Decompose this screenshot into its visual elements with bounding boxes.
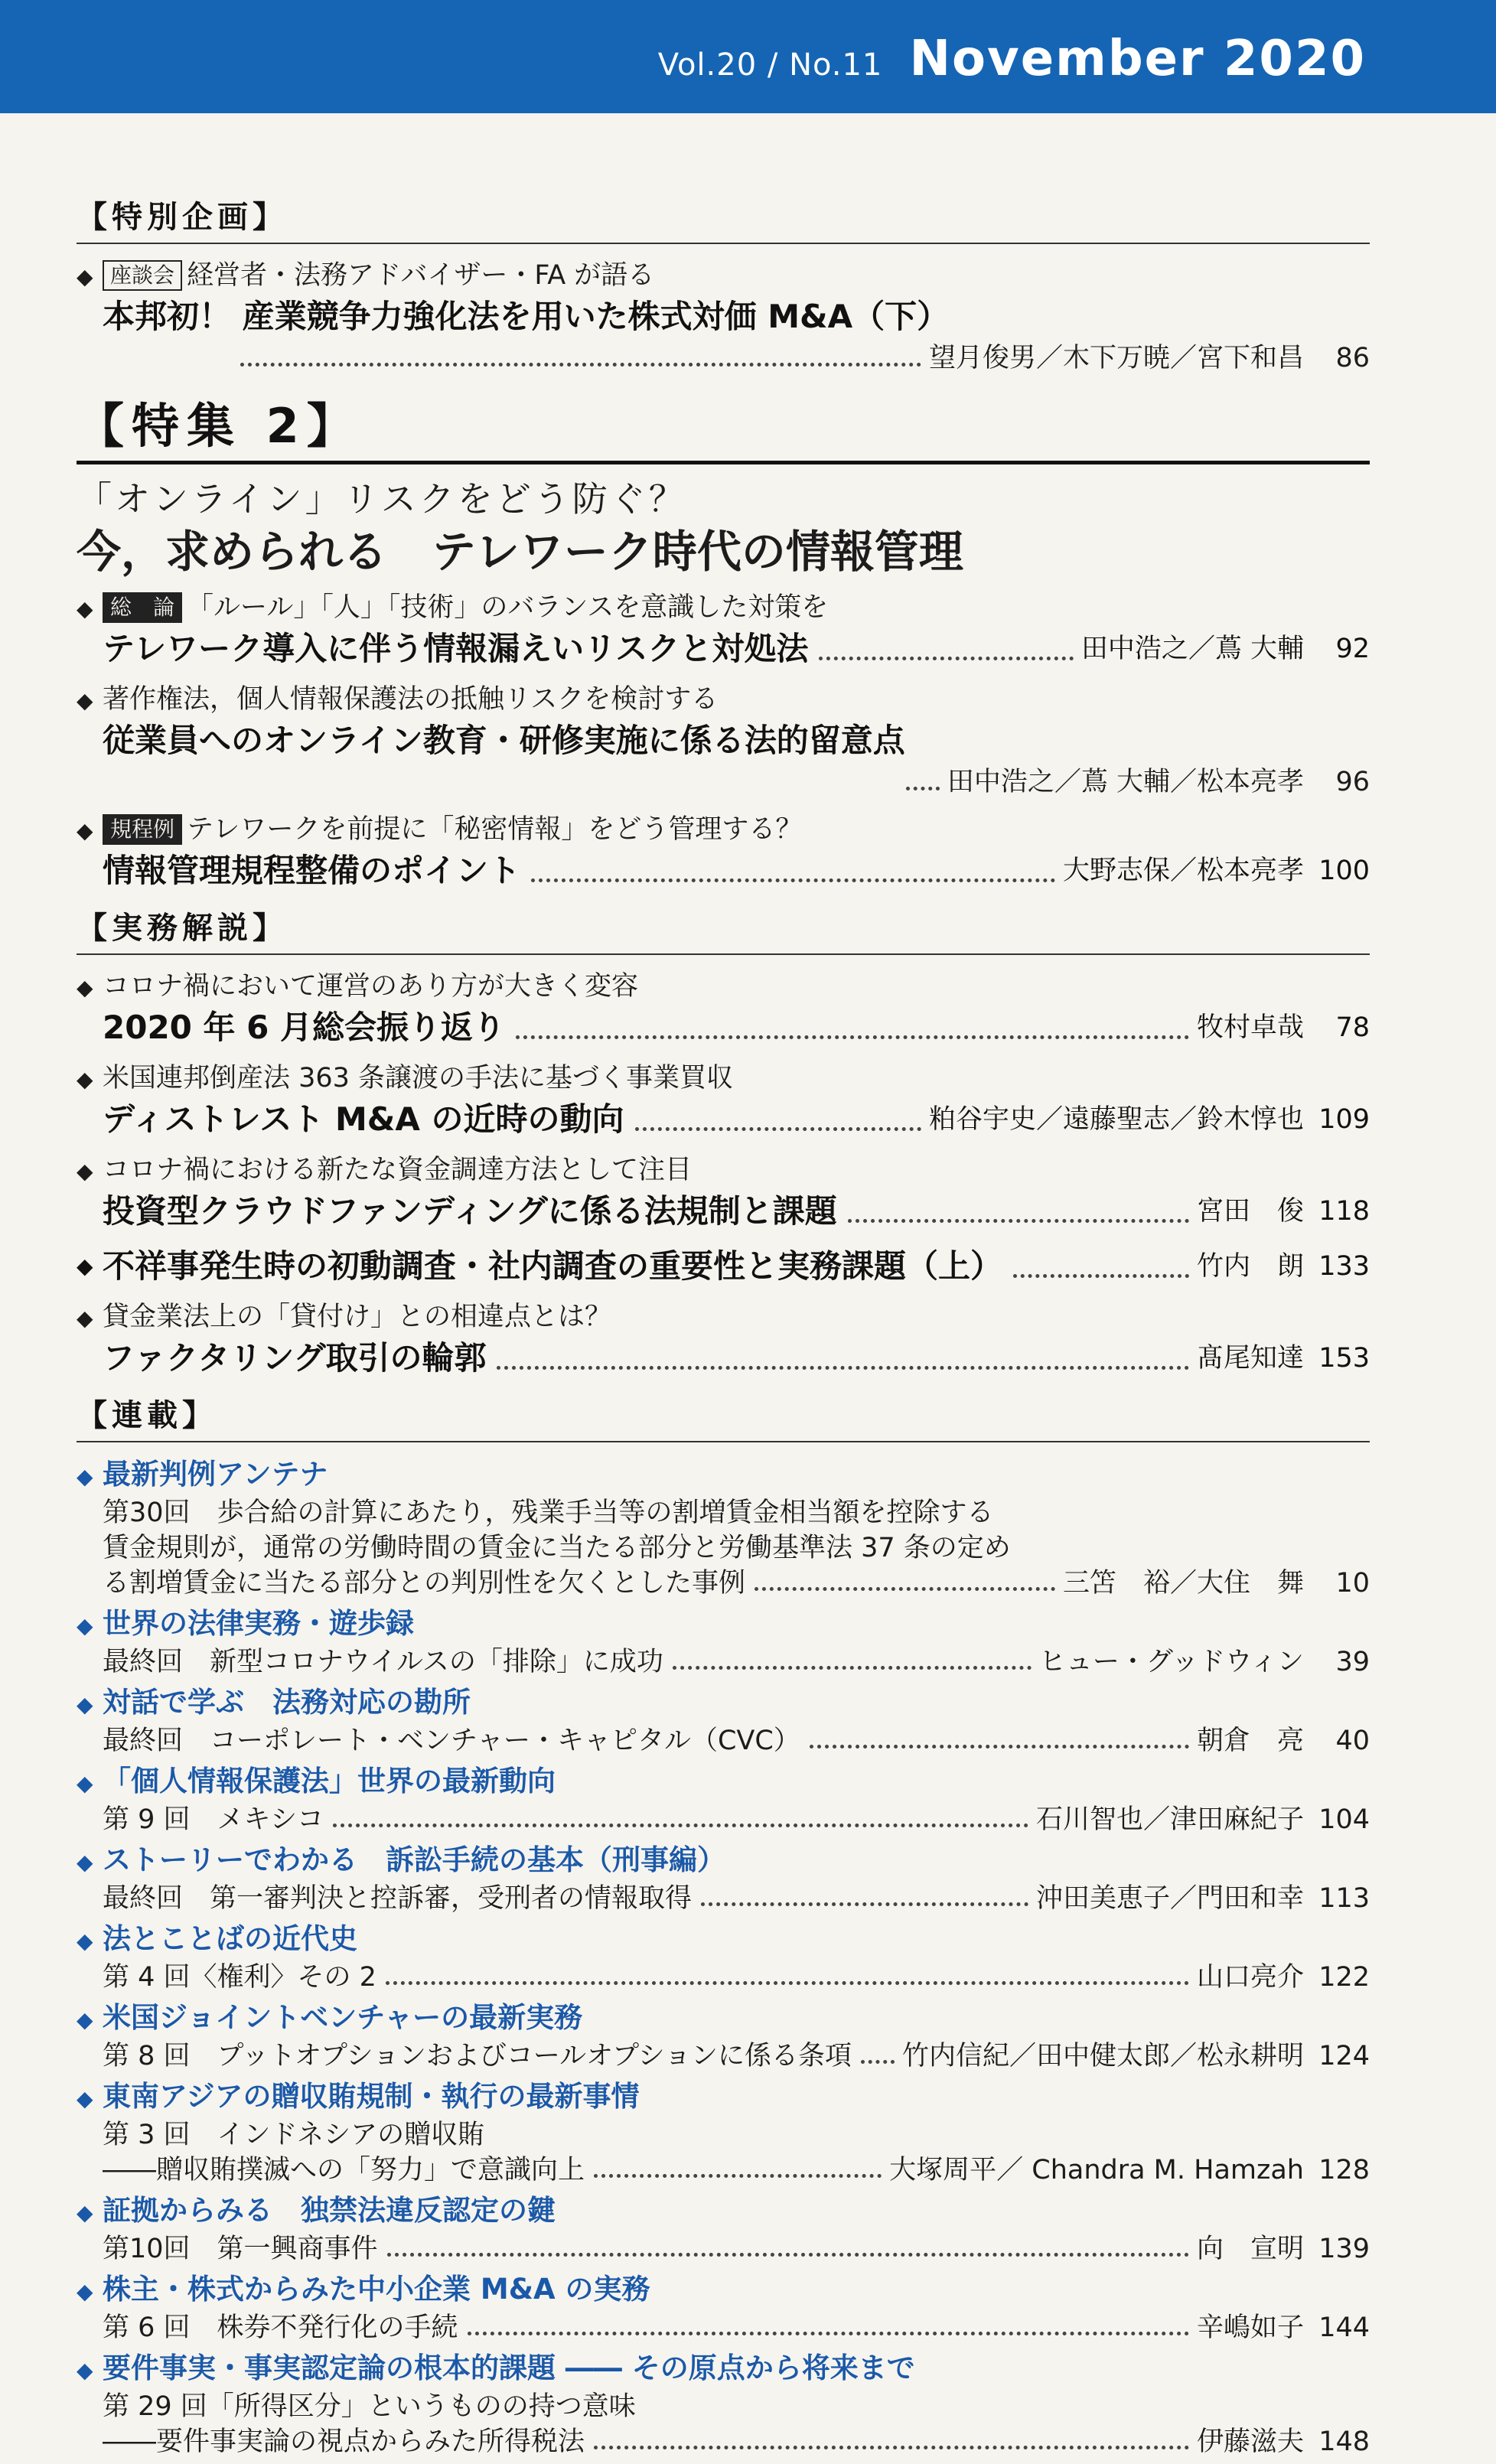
serial-installment: 第 9 回 メキシコ: [103, 1804, 324, 1835]
entry-author: 沖田美恵子／門田和幸: [1035, 1883, 1304, 1914]
leader-dots: [848, 1218, 1189, 1223]
entry-title: 情報管理規程整備のポイント: [103, 852, 521, 889]
serial-installment: ――贈収賄撲滅への「努力」で意識向上: [103, 2155, 585, 2185]
entry-subtitle: 「ルール」「人」「技術」のバランスを意識した対策を: [187, 592, 829, 623]
diamond-bullet-icon: ◆: [77, 596, 93, 621]
toc-entry[interactable]: [77, 1299, 1370, 1380]
entry-title: 投資型クラウドファンディングに係る法規制と課題: [103, 1192, 837, 1230]
entry-subtitle: 著作権法，個人情報保護法の抵触リスクを検討する: [103, 684, 719, 715]
serial-title: 株主・株式からみた中小企業 M&A の実務: [103, 2273, 650, 2306]
serial-title: 米国ジョイントベンチャーの最新実務: [103, 2001, 583, 2034]
serial-title: 要件事実・事実認定論の根本的課題 ―― その原点から将来まで: [103, 2352, 915, 2384]
entry-title: テレワーク導入に伴う情報漏えいリスクと対処法: [103, 630, 809, 667]
toc-entry[interactable]: [77, 258, 1370, 377]
entry-page: 148: [1318, 2427, 1370, 2457]
entry-subtitle: テレワークを前提に「秘密情報」をどう管理する？: [187, 814, 803, 845]
section-heading-serial: 【連載】: [77, 1398, 217, 1433]
serial-installment: 第 8 回 プットオプションおよびコールオプションに係る条項: [103, 2041, 852, 2071]
diamond-bullet-icon: ◆: [77, 1692, 93, 1717]
leader-dots: [635, 1126, 921, 1131]
leader-dots: [810, 1744, 1189, 1749]
diamond-bullet-icon: ◆: [77, 264, 93, 289]
entry-author: 宮田 俊: [1196, 1196, 1304, 1227]
entry-author: 竹内信紀／田中健太郎／松永耕明: [901, 2041, 1304, 2071]
entry-author: 竹内 朗: [1196, 1251, 1304, 1282]
entry-page: 10: [1335, 1568, 1370, 1599]
entry-author: 牧村卓哉: [1196, 1012, 1304, 1043]
entry-tag: 総 論: [103, 592, 182, 623]
leader-dots: [861, 2059, 895, 2064]
diamond-bullet-icon: ◆: [77, 1850, 93, 1875]
entry-author: 田中浩之／蔦 大輔: [1080, 634, 1304, 664]
section-divider: [77, 461, 1370, 464]
serial-entry[interactable]: [77, 1763, 1370, 1837]
serial-title: 法とことばの近代史: [103, 1922, 357, 1955]
entry-page: 78: [1335, 1012, 1370, 1043]
issue-month: November 2020: [909, 31, 1366, 87]
entry-author: 石川智也／津田麻紀子: [1035, 1804, 1304, 1835]
section-divider: [77, 243, 1370, 244]
entry-author: 髙尾知達: [1196, 1343, 1304, 1374]
serial-line: 第 3 回 インドネシアの贈収賄: [103, 2120, 485, 2150]
entry-author: 三笘 裕／大住 舞: [1062, 1568, 1304, 1599]
feature-title: 今，求められる テレワーク時代の情報管理: [77, 526, 963, 578]
leader-dots: [819, 656, 1074, 660]
leader-dots: [531, 878, 1055, 882]
leader-dots: [333, 1823, 1028, 1827]
diamond-bullet-icon: ◆: [77, 1464, 93, 1489]
entry-author: 大塚周平／ Chandra M. Hamzah: [889, 2155, 1304, 2185]
entry-page: 128: [1318, 2155, 1370, 2185]
leader-dots: [594, 2445, 1189, 2449]
diamond-bullet-icon: ◆: [77, 2200, 93, 2225]
table-of-contents: [77, 188, 1370, 2464]
toc-entry[interactable]: [77, 1152, 1370, 1234]
entry-title: ファクタリング取引の輪郭: [103, 1339, 487, 1377]
entry-page: 144: [1318, 2312, 1370, 2343]
entry-page: 113: [1318, 1883, 1370, 1914]
entry-author: 田中浩之／蔦 大輔／松本亮孝: [947, 767, 1304, 797]
serial-title: ストーリーでわかる 訴訟手続の基本（刑事編）: [103, 1843, 725, 1876]
section-divider: [77, 953, 1370, 955]
leader-dots: [673, 1665, 1032, 1670]
entry-title: 従業員へのオンライン教育・研修実施に係る法的留意点: [103, 722, 905, 759]
entry-title: 不祥事発生時の初動調査・社内調査の重要性と実務課題（上）: [103, 1247, 1003, 1285]
serial-entry[interactable]: [77, 2078, 1370, 2188]
diamond-bullet-icon: ◆: [77, 1305, 93, 1331]
serial-entry[interactable]: [77, 2271, 1370, 2345]
entry-page: 86: [1335, 343, 1370, 373]
entry-author: 望月俊男／木下万暁／宮下和昌: [928, 343, 1304, 373]
diamond-bullet-icon: ◆: [77, 1771, 93, 1796]
serial-installment: 最終回 コーポレート・ベンチャー・キャピタル（CVC）: [103, 1726, 800, 1756]
serial-installment: 最終回 新型コロナウイルスの「排除」に成功: [103, 1647, 663, 1677]
serial-title: 最新判例アンテナ: [103, 1458, 328, 1491]
leader-dots: [1013, 1273, 1189, 1278]
entry-author: 向 宣明: [1196, 2234, 1304, 2264]
serial-entry[interactable]: [77, 2000, 1370, 2074]
serial-installment: 第10回 第一興商事件: [103, 2234, 378, 2264]
serial-entry[interactable]: [77, 1605, 1370, 1680]
diamond-bullet-icon: ◆: [77, 2358, 93, 2383]
diamond-bullet-icon: ◆: [77, 688, 93, 713]
entry-page: 92: [1335, 634, 1370, 664]
leader-dots: [468, 2331, 1189, 2335]
entry-page: 124: [1318, 2041, 1370, 2071]
entry-page: 133: [1318, 1251, 1370, 1282]
entry-author: 粕谷宇史／遠藤聖志／鈴木惇也: [928, 1104, 1304, 1135]
diamond-bullet-icon: ◆: [77, 2007, 93, 2032]
diamond-bullet-icon: ◆: [77, 1067, 93, 1092]
diamond-bullet-icon: ◆: [77, 1253, 93, 1279]
serial-installment: 第 6 回 株券不発行化の手続: [103, 2312, 458, 2343]
toc-entry[interactable]: [77, 969, 1370, 1050]
leader-dots: [497, 1365, 1189, 1370]
leader-dots: [387, 2252, 1189, 2257]
toc-entry[interactable]: [77, 1061, 1370, 1142]
entry-title: ディストレスト M&A の近時の動向: [103, 1100, 624, 1138]
diamond-bullet-icon: ◆: [77, 975, 93, 1000]
entry-subtitle: 貸金業法上の「貸付け」との相違点とは？: [103, 1302, 612, 1332]
leader-dots: [594, 2173, 882, 2178]
entry-title: 本邦初！ 産業競争力強化法を用いた株式対価 M&A（下）: [103, 298, 950, 335]
serial-entry[interactable]: [77, 1684, 1370, 1758]
entry-title: 2020 年 6 月総会振り返り: [103, 1009, 505, 1046]
diamond-bullet-icon: ◆: [77, 818, 93, 843]
entry-subtitle: コロナ禍において運営のあり方が大きく変容: [103, 971, 639, 1002]
diamond-bullet-icon: ◆: [77, 1613, 93, 1638]
diamond-bullet-icon: ◆: [77, 1928, 93, 1954]
serial-title: 証拠からみる 独禁法違反認定の鍵: [103, 2194, 556, 2227]
entry-author: 山口亮介: [1196, 1962, 1304, 1993]
toc-entry[interactable]: [77, 812, 1370, 893]
entry-page: 139: [1318, 2234, 1370, 2264]
diamond-bullet-icon: ◆: [77, 2086, 93, 2111]
entry-author: 朝倉 亮: [1196, 1726, 1304, 1756]
serial-title: 世界の法律実務・遊歩録: [103, 1607, 414, 1640]
leader-dots: [906, 786, 940, 790]
volume-number: Vol.20 / No.11: [657, 47, 883, 83]
leader-dots: [701, 1902, 1028, 1906]
section-heading-special: 【特別企画】: [77, 200, 288, 235]
serial-installment: 第 4 回〈権利〉その 2: [103, 1962, 376, 1993]
entry-subtitle: 米国連邦倒産法 363 条譲渡の手法に基づく事業買収: [103, 1063, 734, 1093]
serial-line: 第 29 回「所得区分」というものの持つ意味: [103, 2391, 636, 2422]
serial-entry[interactable]: [77, 2192, 1370, 2267]
entry-subtitle: コロナ禍における新たな資金調達方法として注目: [103, 1155, 693, 1185]
toc-entry[interactable]: [77, 682, 1370, 801]
section-heading-feature: 【特集 2】: [77, 398, 362, 454]
issue-info: [658, 31, 1366, 87]
serial-installment: 最終回 第一審判決と控訴審，受刑者の情報取得: [103, 1883, 693, 1914]
serial-entry[interactable]: [77, 1456, 1370, 1601]
serial-title: 対話で学ぶ 法務対応の勘所: [103, 1686, 471, 1719]
serial-line: 賃金規則が，通常の労働時間の賃金に当たる部分と労働基準法 37 条の定め: [103, 1533, 1011, 1563]
toc-entry[interactable]: [77, 590, 1370, 671]
leader-dots: [240, 362, 921, 367]
entry-page: 153: [1318, 1343, 1370, 1374]
serial-title: 東南アジアの贈収賄規制・執行の最新事情: [103, 2080, 640, 2113]
feature-pretitle: 「オンライン」リスクをどう防ぐ？: [77, 478, 687, 520]
diamond-bullet-icon: ◆: [77, 1159, 93, 1184]
serial-entry[interactable]: [77, 1921, 1370, 1995]
serial-entry[interactable]: [77, 2350, 1370, 2459]
entry-page: 39: [1335, 1647, 1370, 1677]
entry-page: 122: [1318, 1962, 1370, 1993]
section-divider: [77, 1441, 1370, 1442]
entry-page: 118: [1318, 1196, 1370, 1227]
serial-installment: る割増賃金に当たる部分との判別性を欠くとした事例: [103, 1568, 746, 1599]
serial-entry[interactable]: [77, 1842, 1370, 1916]
diamond-bullet-icon: ◆: [77, 2279, 93, 2304]
toc-entry[interactable]: [77, 1244, 1370, 1289]
leader-dots: [516, 1035, 1189, 1039]
entry-subtitle: 経営者・法務アドバイザー・FA が語る: [187, 260, 655, 291]
serial-title: 「個人情報保護法」世界の最新動向: [103, 1765, 556, 1797]
entry-author: ヒュー・グッドウィン: [1038, 1647, 1304, 1677]
entry-author: 伊藤滋夫: [1196, 2427, 1304, 2457]
entry-page: 40: [1335, 1726, 1370, 1756]
entry-page: 104: [1318, 1804, 1370, 1835]
entry-page: 96: [1335, 767, 1370, 797]
serial-installment: ――要件事実論の視点からみた所得税法: [103, 2427, 585, 2457]
entry-page: 100: [1318, 856, 1370, 886]
entry-tag: 規程例: [103, 814, 182, 845]
entry-author: 大野志保／松本亮孝: [1062, 856, 1304, 886]
serial-line: 第30回 歩合給の計算にあたり，残業手当等の割増賃金相当額を控除する: [103, 1498, 994, 1528]
masthead-band: [0, 0, 1496, 113]
entry-tag: 座談会: [103, 260, 182, 291]
leader-dots: [755, 1586, 1055, 1591]
entry-author: 辛嶋如子: [1196, 2312, 1304, 2343]
entry-page: 109: [1318, 1104, 1370, 1135]
section-heading-practice: 【実務解説】: [77, 911, 288, 946]
leader-dots: [386, 1980, 1189, 1985]
